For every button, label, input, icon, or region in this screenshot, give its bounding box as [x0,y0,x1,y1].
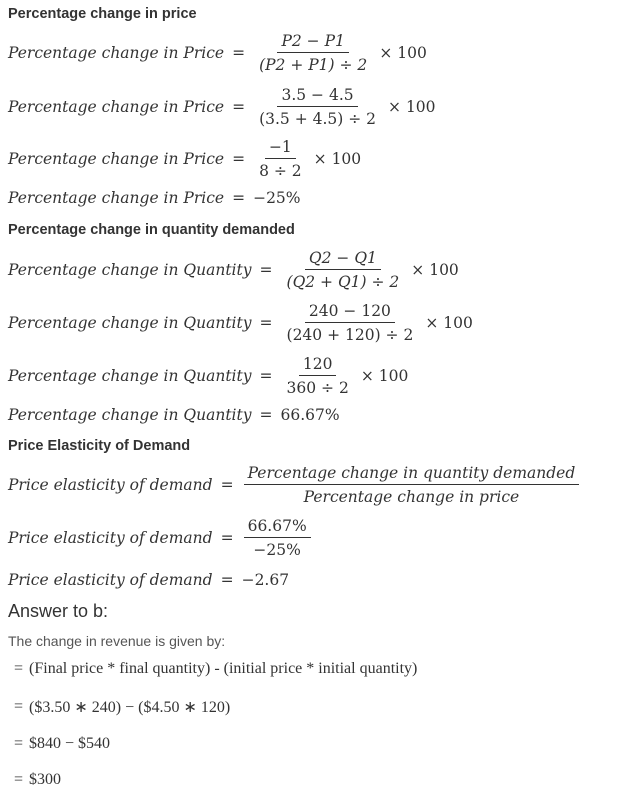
fraction-numerator: 66.67% [244,517,311,538]
revenue-line-4 [14,771,61,789]
price-simplified-equation [8,138,361,180]
equals-sign: = [259,406,273,424]
equals-sign: = [220,571,234,589]
equation-lhs: Percentage change in Quantity [8,314,252,332]
fraction [283,355,353,397]
equals-sign: = [232,150,246,168]
revenue-expression: $840 − $540 [29,735,111,752]
equation-lhs: Percentage change in Quantity [8,406,252,424]
ped-substitution-equation [8,517,313,559]
equals-sign: = [232,44,246,62]
equation-lhs: Percentage change in Quantity [8,367,252,385]
equation-lhs: Percentage change in Quantity [8,261,252,279]
multiplier: × 100 [425,314,473,332]
fraction [283,302,418,344]
equals-sign: = [259,367,273,385]
multiplier: × 100 [388,98,436,116]
price-result-equation [8,189,301,207]
equals-sign: = [14,771,24,788]
fraction-numerator: Q2 − Q1 [305,249,381,270]
fraction-numerator: 3.5 − 4.5 [277,86,357,107]
fraction [255,86,380,128]
equals-sign: = [259,261,273,279]
fraction-denominator: 360 ÷ 2 [286,379,349,397]
multiplier: × 100 [411,261,459,279]
equals-sign: = [220,529,234,547]
equals-sign: = [259,314,273,332]
fraction-denominator: 8 ÷ 2 [259,162,302,180]
fraction-numerator: −1 [265,138,296,159]
fraction [255,138,306,180]
equals-sign: = [14,660,24,677]
equals-sign: = [220,476,234,494]
fraction-denominator: (240 + 120) ÷ 2 [286,326,414,344]
fraction-numerator: 240 − 120 [305,302,395,323]
ped-result-equation [8,571,289,589]
answer-b-heading: Answer to b: [8,601,109,621]
fraction-numerator: 120 [299,355,337,376]
revenue-expression: (Final price * final quantity) - (initial price * initial quantity) [29,660,418,677]
equation-lhs: Percentage change in Price [8,150,225,168]
equals-sign: = [14,698,24,715]
revenue-line-1 [14,660,417,678]
revenue-line-3 [14,735,110,753]
multiplier: × 100 [379,44,427,62]
quantity-formula-equation [8,249,459,291]
revenue-expression: ($3.50 ∗ 240) − ($4.50 ∗ 120) [29,699,231,716]
ped-formula-equation [8,464,581,506]
fraction-numerator: Percentage change in quantity demanded [244,464,580,485]
quantity-simplified-equation [8,355,408,397]
revenue-expression: $300 [29,771,62,788]
fraction-denominator: (3.5 + 4.5) ÷ 2 [259,110,377,128]
equals-sign: = [14,735,24,752]
equation-lhs: Percentage change in Price [8,189,225,207]
fraction-numerator: P2 − P1 [277,32,348,53]
equation-result: −2.67 [241,571,290,589]
equation-lhs: Price elasticity of demand [8,529,213,547]
quantity-result-equation [8,406,340,424]
revenue-intro-text: The change in revenue is given by: [8,633,226,649]
quantity-substitution-equation [8,302,473,344]
price-substitution-equation [8,86,436,128]
fraction [255,32,371,74]
quantity-change-heading: Percentage change in quantity demanded [8,222,295,238]
equation-result: −25% [253,189,301,207]
price-formula-equation [8,32,427,74]
multiplier: × 100 [313,150,362,168]
fraction-denominator: (Q2 + Q1) ÷ 2 [286,273,400,291]
multiplier: × 100 [360,367,409,385]
fraction-denominator: (P2 + P1) ÷ 2 [259,56,368,74]
equals-sign: = [232,98,246,116]
revenue-line-2 [14,697,230,717]
equation-lhs: Price elasticity of demand [8,476,213,494]
equation-result: 66.67% [280,406,340,424]
fraction-denominator: −25% [253,541,301,559]
price-change-heading: Percentage change in price [8,6,197,22]
fraction [244,517,311,559]
ped-heading: Price Elasticity of Demand [8,438,191,454]
equation-lhs: Percentage change in Price [8,98,225,116]
equals-sign: = [232,189,246,207]
equation-lhs: Percentage change in Price [8,44,225,62]
fraction [244,464,580,506]
equation-lhs: Price elasticity of demand [8,571,213,589]
fraction-denominator: Percentage change in price [303,488,520,506]
fraction [283,249,404,291]
